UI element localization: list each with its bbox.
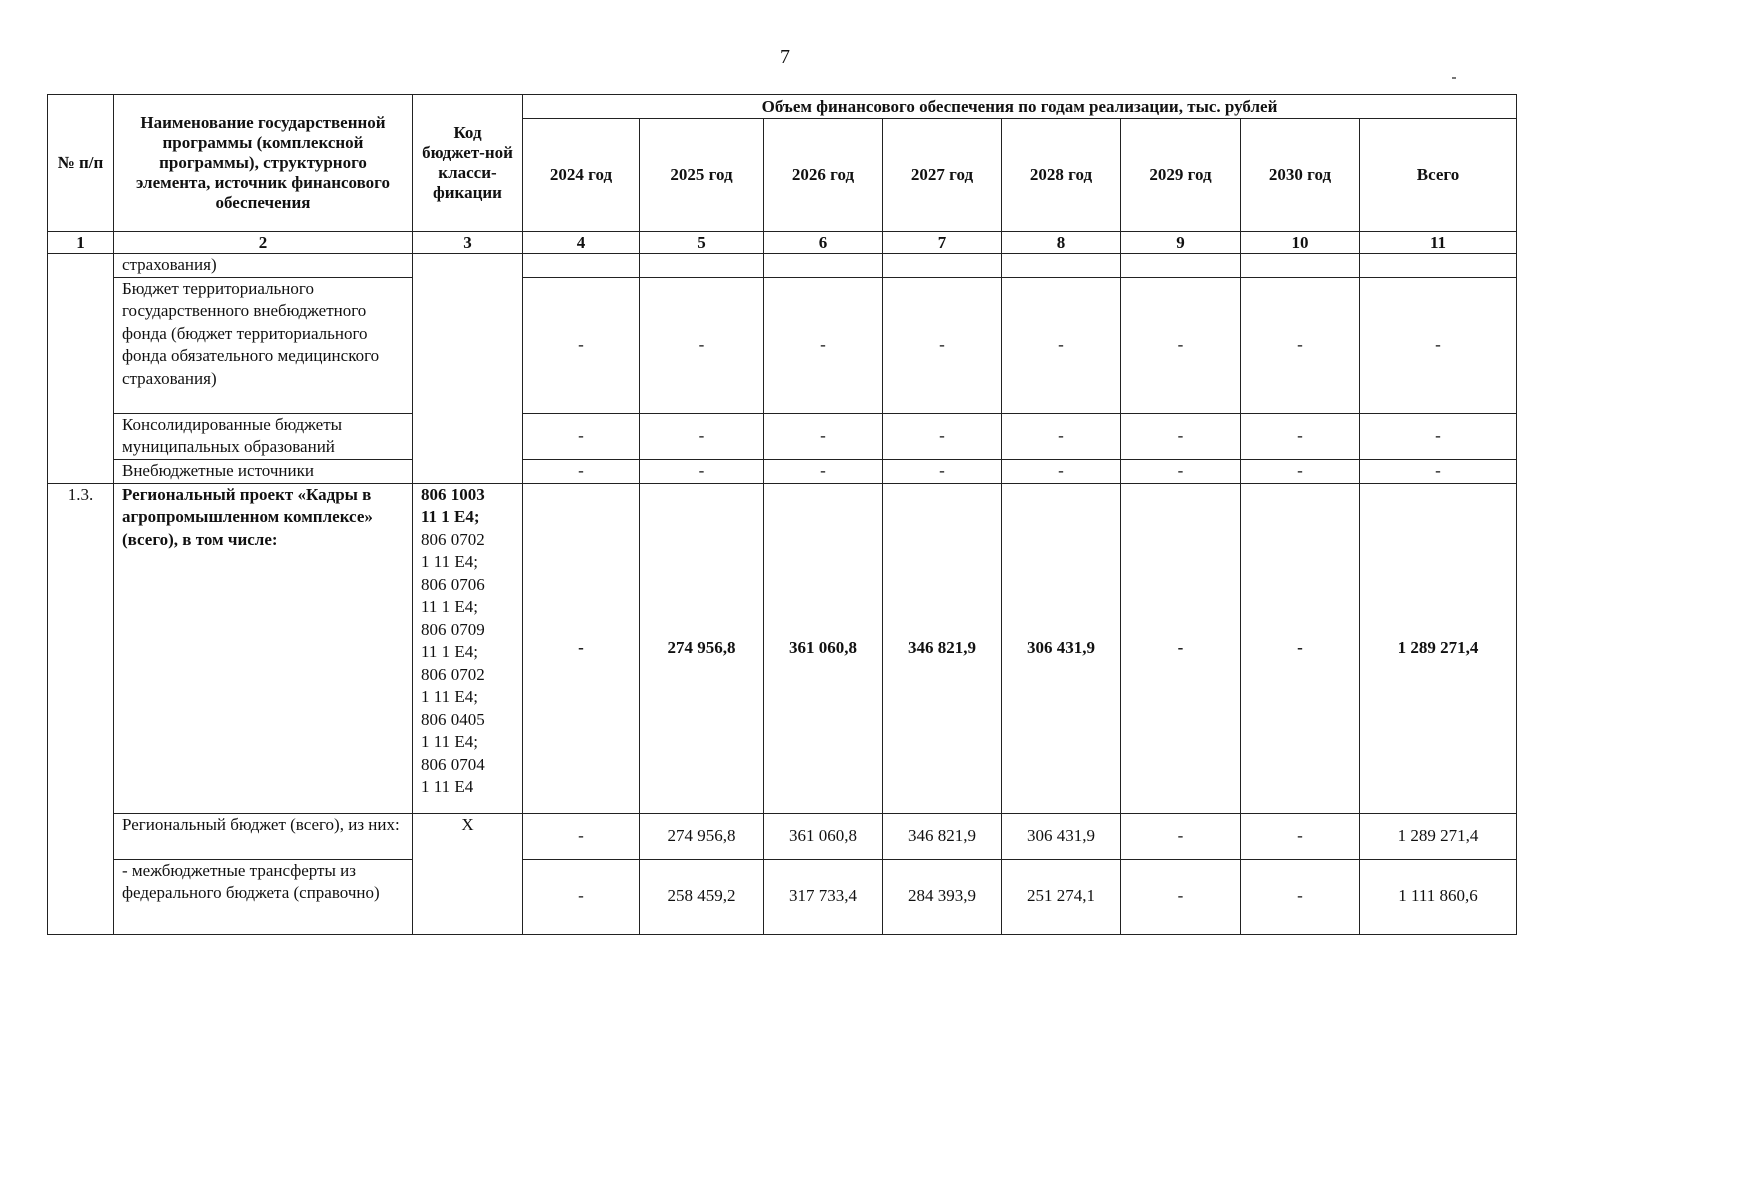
- budget-code-empty: [413, 254, 523, 484]
- budget-code-regular: [421, 529, 514, 799]
- table-row: [48, 859, 1517, 934]
- budget-code-line: 11 1 E4;: [421, 507, 480, 526]
- table-row: [48, 813, 1517, 859]
- source-name: Региональный бюджет (всего), из них:: [114, 813, 413, 859]
- column-number: 8: [1002, 232, 1121, 254]
- header-year-2028: 2028 год: [1002, 119, 1121, 232]
- value-2025: -: [640, 459, 764, 483]
- value-2024: [523, 254, 640, 278]
- value-2027: 346 821,9: [883, 483, 1002, 813]
- column-number: 6: [764, 232, 883, 254]
- column-number: 10: [1241, 232, 1360, 254]
- header-year-2027: 2027 год: [883, 119, 1002, 232]
- value-2024: -: [523, 813, 640, 859]
- value-2028: -: [1002, 413, 1121, 459]
- budget-code-x: X: [413, 813, 523, 934]
- value-2029: -: [1121, 859, 1241, 934]
- budget-code-line: 1 11 E4;: [421, 687, 478, 706]
- value-2025: [640, 254, 764, 278]
- header-total: Всего: [1360, 119, 1517, 232]
- value-2025: 274 956,8: [640, 813, 764, 859]
- column-number: 1: [48, 232, 114, 254]
- value-2028: -: [1002, 459, 1121, 483]
- value-2024: -: [523, 459, 640, 483]
- source-name: страхования): [114, 254, 413, 278]
- budget-code-list: [413, 483, 523, 813]
- source-name: Бюджет территориального государственного внебюджетного фонда (бюджет территориального фонда обязательного медицинского страхования): [114, 277, 413, 413]
- table-row: [48, 277, 1517, 413]
- budget-code-bold: [421, 484, 514, 529]
- row-number: 1.3.: [48, 483, 114, 934]
- column-numbers-row: [48, 232, 1517, 254]
- value-2026: 317 733,4: [764, 859, 883, 934]
- budget-code-line: 1 11 E4;: [421, 732, 478, 751]
- source-name: Консолидированные бюджеты муниципальных образований: [114, 413, 413, 459]
- column-number: 2: [114, 232, 413, 254]
- value-2029: -: [1121, 277, 1241, 413]
- value-2028: 306 431,9: [1002, 483, 1121, 813]
- column-number: 7: [883, 232, 1002, 254]
- value-2026: [764, 254, 883, 278]
- value-2026: 361 060,8: [764, 483, 883, 813]
- value-2028: -: [1002, 277, 1121, 413]
- value-total: 1 289 271,4: [1360, 813, 1517, 859]
- budget-code-line: 806 0405: [421, 709, 485, 729]
- budget-code-line: 806 0702: [421, 664, 485, 684]
- row-number-empty: [48, 254, 114, 484]
- value-total: 1 289 271,4: [1360, 483, 1517, 813]
- value-2030: -: [1241, 483, 1360, 813]
- column-number: 3: [413, 232, 523, 254]
- financing-table: [47, 94, 1517, 935]
- header-number: № п/п: [48, 95, 114, 232]
- header-volume: Объем финансового обеспечения по годам реализации, тыс. рублей: [523, 95, 1517, 119]
- value-total: -: [1360, 277, 1517, 413]
- header-year-2024: 2024 год: [523, 119, 640, 232]
- column-number: 11: [1360, 232, 1517, 254]
- header-year-2025: 2025 год: [640, 119, 764, 232]
- value-2026: 361 060,8: [764, 813, 883, 859]
- source-name: - межбюджетные трансферты из федерального бюджета (справочно): [114, 859, 413, 934]
- column-number: 5: [640, 232, 764, 254]
- value-2029: -: [1121, 483, 1241, 813]
- table-row: [48, 459, 1517, 483]
- scan-artifact: [1452, 77, 1456, 79]
- value-total: 1 111 860,6: [1360, 859, 1517, 934]
- value-2029: -: [1121, 459, 1241, 483]
- column-number: 9: [1121, 232, 1241, 254]
- page-number: 7: [780, 46, 790, 68]
- value-2027: -: [883, 277, 1002, 413]
- value-2025: 274 956,8: [640, 483, 764, 813]
- value-2027: [883, 254, 1002, 278]
- value-2026: -: [764, 277, 883, 413]
- value-2024: -: [523, 413, 640, 459]
- value-total: [1360, 254, 1517, 278]
- value-2030: [1241, 254, 1360, 278]
- value-2030: -: [1241, 813, 1360, 859]
- budget-code-line: 1 11 E4;: [421, 552, 478, 571]
- value-2026: -: [764, 459, 883, 483]
- value-2029: [1121, 254, 1241, 278]
- value-total: -: [1360, 459, 1517, 483]
- value-2028: 251 274,1: [1002, 859, 1121, 934]
- header-year-2029: 2029 год: [1121, 119, 1241, 232]
- table-row: [48, 413, 1517, 459]
- value-2024: -: [523, 277, 640, 413]
- value-2027: -: [883, 413, 1002, 459]
- value-2029: -: [1121, 413, 1241, 459]
- budget-code-line: 11 1 E4;: [421, 597, 478, 616]
- value-2027: 284 393,9: [883, 859, 1002, 934]
- value-2025: 258 459,2: [640, 859, 764, 934]
- value-2027: 346 821,9: [883, 813, 1002, 859]
- budget-code-line: 11 1 E4;: [421, 642, 478, 661]
- value-2026: -: [764, 413, 883, 459]
- value-2030: -: [1241, 413, 1360, 459]
- budget-code-line: 806 0709: [421, 619, 485, 639]
- header-year-2030: 2030 год: [1241, 119, 1360, 232]
- value-2030: -: [1241, 459, 1360, 483]
- value-2027: -: [883, 459, 1002, 483]
- budget-code-line: 806 0706: [421, 574, 485, 594]
- table-row: [48, 483, 1517, 813]
- budget-code-line: 1 11 E4: [421, 777, 474, 796]
- header-code: Код бюджет-ной класси-фикации: [413, 95, 523, 232]
- value-2025: -: [640, 413, 764, 459]
- value-2025: -: [640, 277, 764, 413]
- header-name: Наименование государственной программы (комплексной программы), структурного элемента, источник финансового обеспечения: [114, 95, 413, 232]
- project-name: Региональный проект «Кадры в агропромышленном комплексе» (всего), в том числе:: [114, 483, 413, 813]
- source-name: Внебюджетные источники: [114, 459, 413, 483]
- budget-code-line: 806 0702: [421, 529, 485, 549]
- value-2024: -: [523, 483, 640, 813]
- value-2030: -: [1241, 859, 1360, 934]
- column-number: 4: [523, 232, 640, 254]
- header-year-2026: 2026 год: [764, 119, 883, 232]
- value-2024: -: [523, 859, 640, 934]
- value-total: -: [1360, 413, 1517, 459]
- value-2028: 306 431,9: [1002, 813, 1121, 859]
- value-2030: -: [1241, 277, 1360, 413]
- value-2029: -: [1121, 813, 1241, 859]
- value-2028: [1002, 254, 1121, 278]
- budget-code-line: 806 1003: [421, 484, 485, 504]
- table-row: [48, 254, 1517, 278]
- budget-code-line: 806 0704: [421, 754, 485, 774]
